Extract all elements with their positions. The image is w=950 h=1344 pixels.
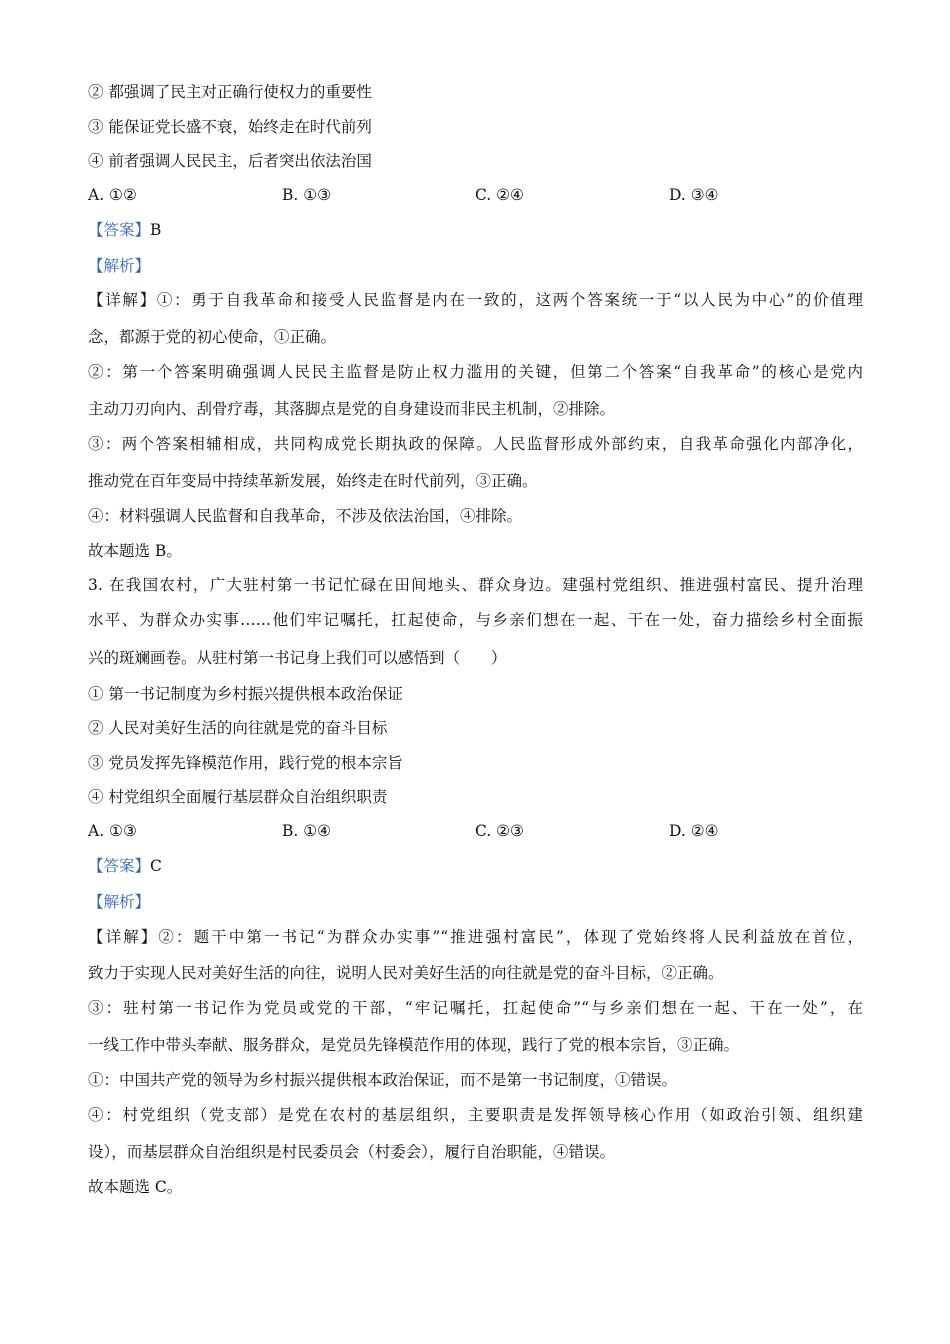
q3-choice-d: D. ②④ [669,822,719,840]
q3-choice-b: B. ①④ [282,822,332,840]
q3-explanation-line: 一线工作中带头奉献、服务群众，是党员先锋模范作用的体现，践行了党的根本宗旨，③正确。 [88,1036,740,1054]
detail-tag: 【详解】 [88,291,157,309]
answer-value: C [150,857,162,875]
q3-item-4: ④ 村党组织全面履行基层群众自治组织职责 [88,788,388,806]
q2-choice-a: A. ①② [88,186,137,204]
answer-tag: 【答案】 [88,857,151,875]
q2-explanation-line: ②：第一个答案明确强调人民民主监督是防止权力滥用的关键，但第二个答案“自我革命”的核心是党内 [88,363,863,381]
analysis-tag: 【解析】 [88,257,151,275]
q2-item-2: ② 都强调了民主对正确行使权力的重要性 [88,83,372,101]
q3-explanation-line: 【详解】②：题干中第一书记“为群众办实事”“推进强村富民”，体现了党始终将人民利益放在首位， [88,928,863,946]
q2-choices [88,185,863,205]
detail-tag: 【详解】 [88,928,159,946]
q2-explanation-line: ④：材料强调人民监督和自我革命，不涉及依法治国，④排除。 [88,507,523,525]
q2-item-3: ③ 能保证党长盛不衰，始终走在时代前列 [88,118,372,136]
analysis-tag: 【解析】 [88,893,151,911]
q3-explanation-line: ①：中国共产党的领导为乡村振兴提供根本政治保证，而不是第一书记制度，①错误。 [88,1071,678,1089]
q3-stem-line: 兴的斑斓画卷。从驻村第一书记身上我们可以感悟到（ ） [88,649,507,667]
q2-choice-b: B. ①③ [282,186,332,204]
q3-choice-c: C. ②③ [475,822,524,840]
q2-answer [88,220,863,240]
q2-analysis-heading [88,256,863,276]
q2-explanation-line: ③：两个答案相辅相成，共同构成党长期执政的保障。人民监督形成外部约束，自我革命强化内部净化， [88,435,863,453]
q2-explanation-line: 主动刀刃向内、刮骨疗毒，其落脚点是党的自身建设而非民主机制，②排除。 [88,400,616,418]
q3-explanation-line: ④：村党组织（党支部）是党在农村的基层组织，主要职责是发挥领导核心作用（如政治引领、组织建 [88,1106,863,1124]
q3-stem-line: 水平、为群众办实事……他们牢记嘱托，扛起使命，与乡亲们想在一起、干在一处，奋力描绘乡村全面振 [88,611,863,629]
q3-item-2: ② 人民对美好生活的向往就是党的奋斗目标 [88,719,388,737]
q3-answer [88,856,863,876]
q2-item-4: ④ 前者强调人民民主，后者突出依法治国 [88,152,372,170]
q3-item-3: ③ 党员发挥先锋模范作用，践行党的根本宗旨 [88,754,403,772]
q2-choice-d: D. ③④ [669,186,719,204]
answer-tag: 【答案】 [88,221,151,239]
q2-explanation-line: 推动党在百年变局中持续革新发展，始终走在时代前列，③正确。 [88,472,538,490]
q3-explanation-line: 致力于实现人民对美好生活的向往，说明人民对美好生活的向往就是党的奋斗目标，②正确。 [88,964,724,982]
q3-explanation-line: ③：驻村第一书记作为党员或党的干部，“牢记嘱托，扛起使命”“与乡亲们想在一起、干在一处”，在 [88,999,863,1017]
q3-item-1: ① 第一书记制度为乡村振兴提供根本政治保证 [88,685,403,703]
q3-conclusion: 故本题选 C。 [88,1178,183,1196]
q2-explanation-line: 【详解】①：勇于自我革命和接受人民监督是内在一致的，这两个答案统一于“以人民为中心”的价值理 [88,291,863,309]
q3-stem-line: 3. 在我国农村，广大驻村第一书记忙碌在田间地头、群众身边。建强村党组织、推进强村富民、提升治理 [88,576,863,594]
q3-choices [88,821,863,841]
q2-explanation-line: 念，都源于党的初心使命，①正确。 [88,328,337,346]
q3-explanation-line: 设），而基层群众自治组织是村民委员会（村委会），履行自治职能，④错误。 [88,1143,616,1161]
q3-choice-a: A. ①③ [88,822,137,840]
answer-value: B [150,221,162,239]
q2-choice-c: C. ②④ [475,186,524,204]
q2-conclusion: 故本题选 B。 [88,542,182,560]
q3-analysis-heading [88,892,863,912]
